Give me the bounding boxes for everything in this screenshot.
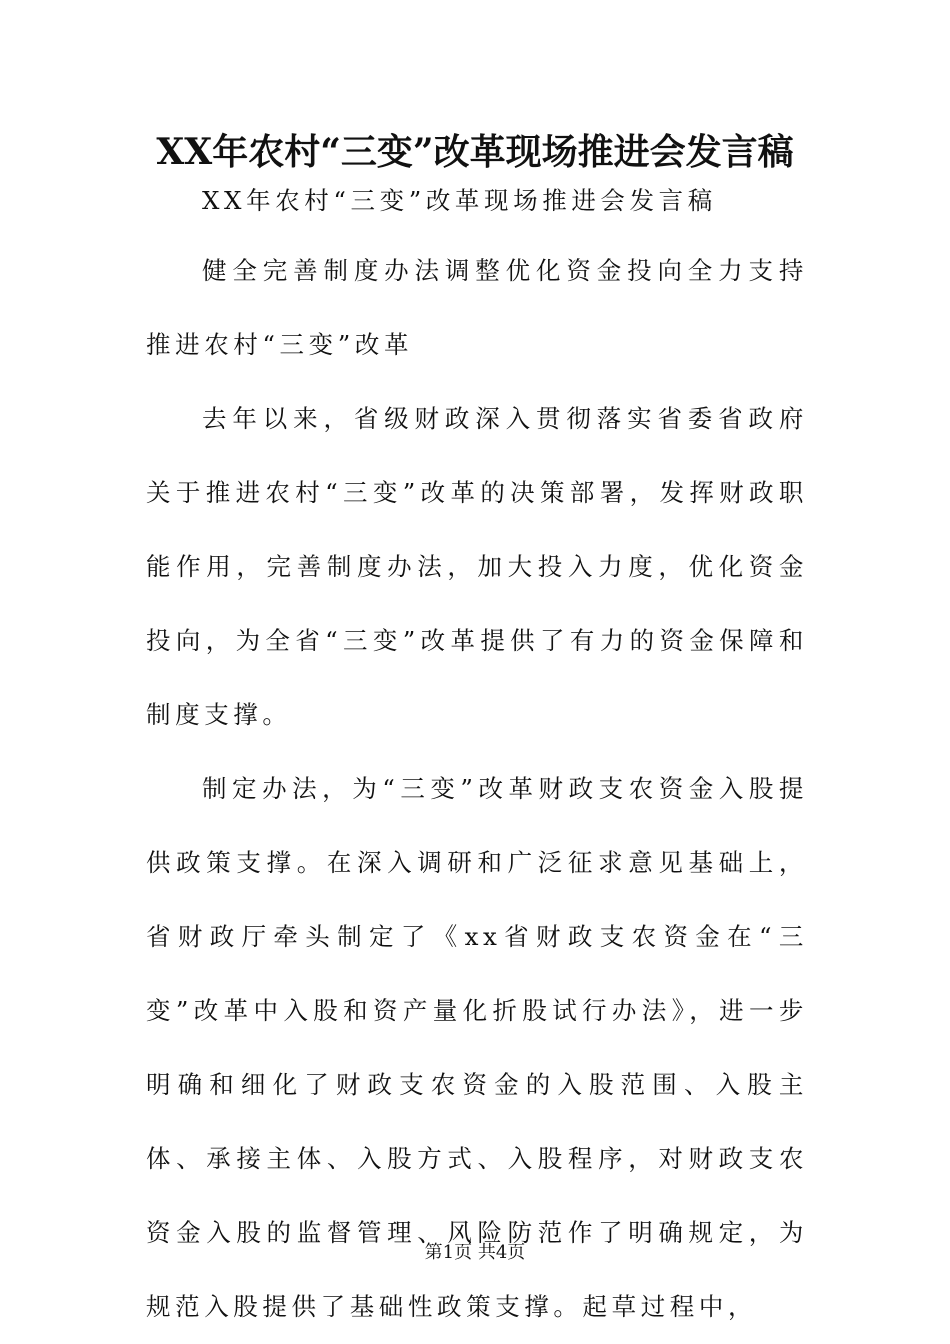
document-title: XX年农村“三变”改革现场推进会发言稿 (156, 131, 794, 173)
subtitle-paragraph: XX年农村“三变”改革现场推进会发言稿 (202, 186, 717, 215)
body-paragraph: 去年以来，省级财政深入贯彻落实省委省政府关于推进农村“三变”改革的决策部署，发挥财政职能作用，完善制度办法，加大投入力度，优化资金投向，为全省“三变”改革提供了有力的资金保障和制度支撑。 (146, 404, 808, 729)
heading-paragraph: 健全完善制度办法调整优化资金投向全力支持推进农村“三变”改革 (146, 256, 808, 359)
body-paragraph: 制定办法，为“三变”改革财政支农资金入股提供政策支撑。在深入调研和广泛征求意见基础上，省财政厅牵头制定了《xx省财政支农资金在“三变”改革中入股和资产量化折股试行办法》，进一步明确和细化了财政支农资金的入股范围、入股主体、承接主体、入股方式、入股程序，对财政支农资金入股的监督管理、风险防范作了明确规定，为规范入股提供了基础性政策支撑。起草过程中， (146, 774, 808, 1321)
page-footer: 第1页 共4页 (424, 1242, 526, 1263)
document-body (146, 180, 808, 1344)
